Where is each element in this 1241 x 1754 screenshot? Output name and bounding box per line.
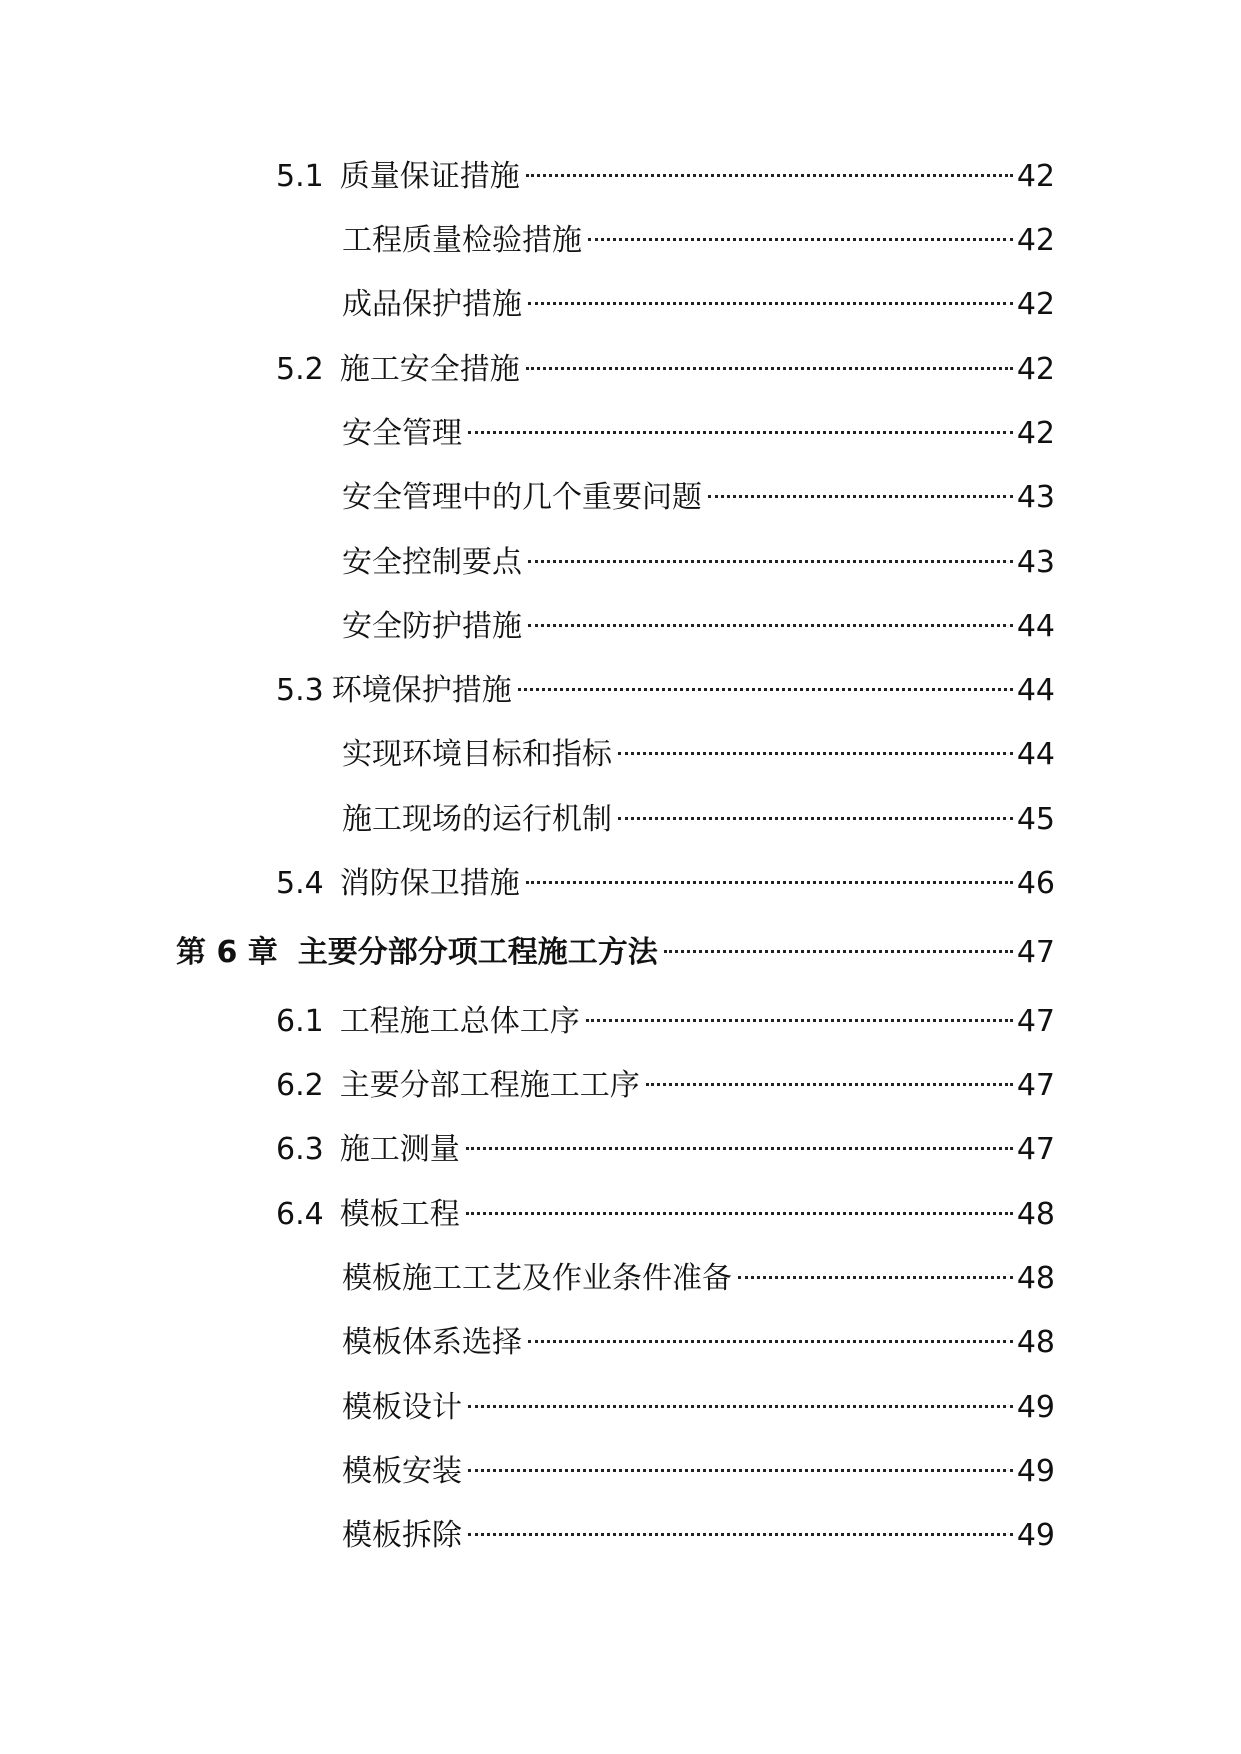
dot-leader: [466, 1147, 1013, 1150]
toc-entry-title: 质量保证措施: [339, 159, 520, 194]
toc-entry-title: 施工现场的运行机制: [342, 802, 612, 837]
dot-leader: [528, 560, 1013, 563]
toc-entry-title: 安全管理: [342, 416, 462, 451]
toc-entry-page: 48: [1016, 1197, 1055, 1232]
toc-entry-page: 42: [1016, 352, 1055, 387]
toc-entry[interactable]: [342, 800, 1055, 840]
toc-entry[interactable]: [342, 478, 1055, 518]
toc-entry-page: 49: [1016, 1454, 1055, 1489]
toc-entry-title: 模板设计: [342, 1390, 462, 1425]
toc-entry-title: 工程质量检验措施: [342, 223, 582, 258]
dot-leader: [518, 688, 1013, 691]
toc-entry-title: 模板体系选择: [342, 1325, 522, 1360]
toc-entry-title: 主要分部工程施工工序: [339, 1068, 640, 1103]
toc-entry-title: 环境保护措施: [331, 673, 512, 708]
dot-leader: [588, 238, 1013, 241]
dot-leader: [526, 174, 1013, 177]
toc-entry-page: 42: [1016, 416, 1055, 451]
toc-entry-number: 5.3: [276, 673, 324, 708]
toc-entry-title: 安全控制要点: [342, 545, 522, 580]
toc-entry[interactable]: [342, 414, 1055, 454]
toc-entry-page: 42: [1016, 223, 1055, 258]
toc-entry[interactable]: [342, 1259, 1055, 1299]
toc-entry-title: 安全防护措施: [342, 609, 522, 644]
toc-entry-page: 47: [1016, 1068, 1055, 1103]
dot-leader: [468, 1405, 1013, 1408]
toc-entry-number: 5.4: [276, 866, 324, 901]
toc-chapter-entry[interactable]: [176, 933, 1055, 973]
toc-chapter-number: 第 6 章: [176, 935, 278, 970]
toc-entry-title: 模板拆除: [342, 1518, 462, 1553]
toc-entry-page: 45: [1016, 802, 1055, 837]
toc-entry[interactable]: [276, 1195, 1055, 1235]
toc-entry[interactable]: [342, 735, 1055, 775]
dot-leader: [526, 367, 1013, 370]
toc-entry-number: 6.4: [276, 1197, 324, 1232]
toc-entry-number: 5.2: [276, 352, 324, 387]
toc-entry[interactable]: [276, 1130, 1055, 1170]
toc-entry-page: 43: [1016, 545, 1055, 580]
toc-entry-number: 5.1: [276, 159, 324, 194]
toc-entry[interactable]: [276, 1002, 1055, 1042]
dot-leader: [618, 752, 1013, 755]
toc-entry-title: 施工测量: [339, 1132, 460, 1167]
toc-entry[interactable]: [276, 157, 1055, 197]
toc-chapter-title: 主要分部分项工程施工方法: [297, 935, 658, 970]
toc-entry[interactable]: [342, 543, 1055, 583]
dot-leader: [708, 495, 1013, 498]
toc-entry-title: 模板工程: [339, 1197, 460, 1232]
toc-entry-page: 47: [1016, 935, 1055, 970]
toc-entry[interactable]: [276, 1066, 1055, 1106]
toc-entry-number: 6.1: [276, 1004, 324, 1039]
toc-entry[interactable]: [342, 285, 1055, 325]
toc-entry-title: 成品保护措施: [342, 287, 522, 322]
toc-entry-page: 49: [1016, 1518, 1055, 1553]
toc-entry-title: 施工安全措施: [339, 352, 520, 387]
toc-entry-page: 46: [1016, 866, 1055, 901]
toc-entry[interactable]: [342, 1516, 1055, 1556]
toc-entry-page: 43: [1016, 480, 1055, 515]
toc-entry-page: 47: [1016, 1004, 1055, 1039]
toc-entry-page: 42: [1016, 159, 1055, 194]
dot-leader: [528, 1340, 1013, 1343]
dot-leader: [526, 881, 1013, 884]
dot-leader: [468, 1469, 1013, 1472]
toc-entry[interactable]: [342, 1323, 1055, 1363]
dot-leader: [466, 1212, 1013, 1215]
dot-leader: [528, 302, 1013, 305]
dot-leader: [664, 950, 1013, 953]
toc-entry-page: 47: [1016, 1132, 1055, 1167]
dot-leader: [586, 1019, 1013, 1022]
dot-leader: [618, 817, 1013, 820]
toc-entry-title: 实现环境目标和指标: [342, 737, 612, 772]
toc-entry[interactable]: [276, 671, 1055, 711]
toc-entry-page: 44: [1016, 737, 1055, 772]
toc-entry-title: 工程施工总体工序: [339, 1004, 580, 1039]
toc-entry-number: 6.3: [276, 1132, 324, 1167]
toc-entry-page: 48: [1016, 1261, 1055, 1296]
toc-entry-title: 消防保卫措施: [339, 866, 520, 901]
toc-entry-page: 44: [1016, 673, 1055, 708]
toc-entry-page: 49: [1016, 1390, 1055, 1425]
toc-entry[interactable]: [342, 1452, 1055, 1492]
toc-entry-number: 6.2: [276, 1068, 324, 1103]
toc-entry-page: 48: [1016, 1325, 1055, 1360]
toc-entry[interactable]: [276, 350, 1055, 390]
dot-leader: [646, 1083, 1013, 1086]
toc-entry-page: 42: [1016, 287, 1055, 322]
toc-entry[interactable]: [342, 1388, 1055, 1428]
toc-entry-page: 44: [1016, 609, 1055, 644]
dot-leader: [528, 624, 1013, 627]
toc-entry[interactable]: [276, 864, 1055, 904]
toc-entry-title: 模板施工工艺及作业条件准备: [342, 1261, 732, 1296]
toc-entry[interactable]: [342, 607, 1055, 647]
dot-leader: [468, 1533, 1013, 1536]
toc-entry-title: 安全管理中的几个重要问题: [342, 480, 702, 515]
dot-leader: [738, 1276, 1013, 1279]
toc-entry-title: 模板安装: [342, 1454, 462, 1489]
toc-entry[interactable]: [342, 221, 1055, 261]
dot-leader: [468, 431, 1013, 434]
